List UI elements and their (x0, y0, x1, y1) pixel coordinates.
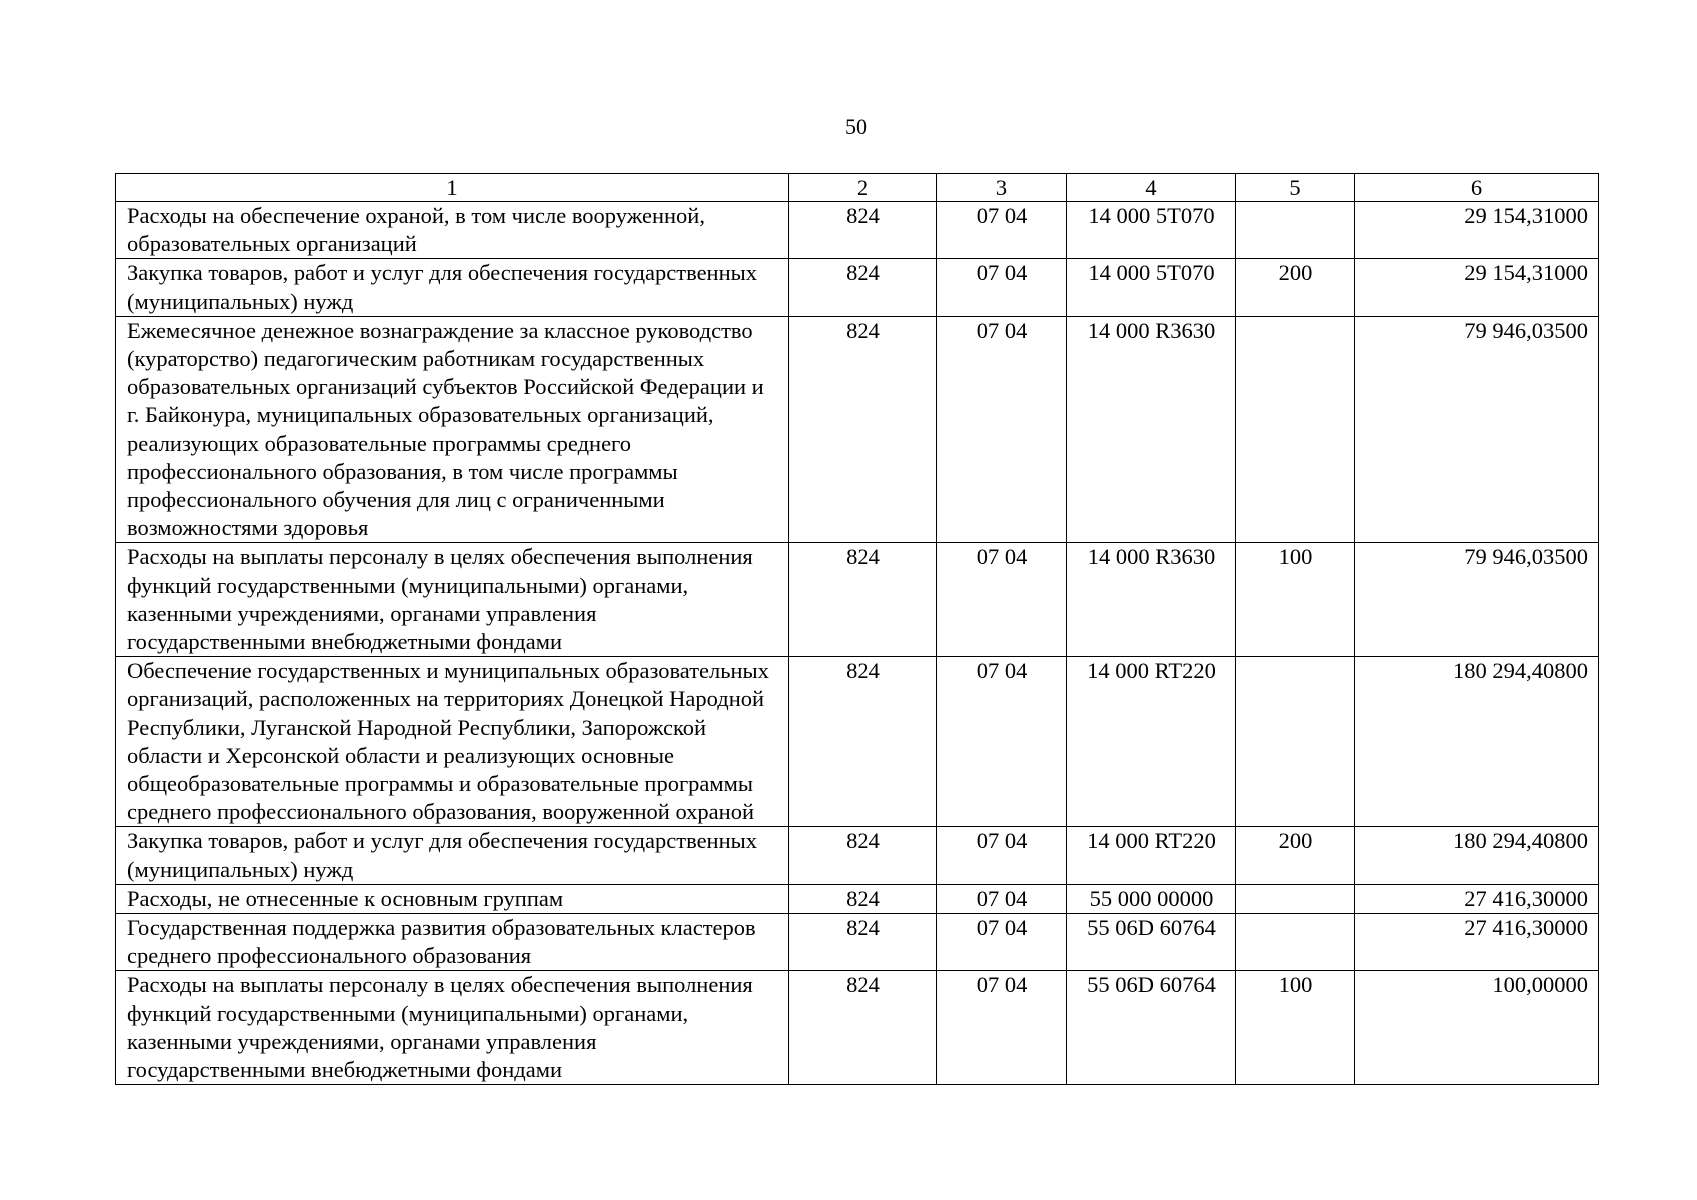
header-cell-3: 3 (937, 174, 1067, 202)
row-type (1236, 316, 1355, 543)
row-target: 14 000 5T070 (1067, 259, 1236, 316)
row-description: Закупка товаров, работ и услуг для обеспечения государственных (муниципальных) нужд (116, 827, 789, 884)
row-type (1236, 914, 1355, 971)
row-description: Ежемесячное денежное вознаграждение за классное руководство (кураторство) педагогическим работникам государственных образовательных организаций субъектов Российской Федерации и г. Байконура, муниципальных образовательных организаций, реализующих образовательные программы среднего профессионального образования, в том числе программы профессионального обучения для лиц с ограниченными возможностями здоровья (116, 316, 789, 543)
row-amount: 29 154,31000 (1355, 259, 1599, 316)
row-amount: 180 294,40800 (1355, 657, 1599, 827)
row-type (1236, 202, 1355, 259)
header-cell-4: 4 (1067, 174, 1236, 202)
row-code: 824 (789, 971, 937, 1085)
row-section: 07 04 (937, 884, 1067, 913)
row-target: 55 000 00000 (1067, 884, 1236, 913)
row-description: Государственная поддержка развития образовательных кластеров среднего профессионального образования (116, 914, 789, 971)
header-cell-2: 2 (789, 174, 937, 202)
header-cell-5: 5 (1236, 174, 1355, 202)
row-amount: 27 416,30000 (1355, 884, 1599, 913)
row-section: 07 04 (937, 543, 1067, 657)
row-code: 824 (789, 827, 937, 884)
row-section: 07 04 (937, 657, 1067, 827)
row-section: 07 04 (937, 202, 1067, 259)
row-amount: 79 946,03500 (1355, 543, 1599, 657)
row-target: 14 000 R3630 (1067, 543, 1236, 657)
table-row (116, 827, 1599, 884)
row-description: Расходы на выплаты персоналу в целях обеспечения выполнения функций государственными (муниципальными) органами, казенными учреждениями, органами управления государственными внебюджетными фондами (116, 971, 789, 1085)
row-type: 200 (1236, 259, 1355, 316)
row-amount: 29 154,31000 (1355, 202, 1599, 259)
row-amount: 100,00000 (1355, 971, 1599, 1085)
row-description: Расходы на обеспечение охраной, в том числе вооруженной, образовательных организаций (116, 202, 789, 259)
row-code: 824 (789, 259, 937, 316)
row-code: 824 (789, 914, 937, 971)
row-target: 55 06D 60764 (1067, 914, 1236, 971)
table-row (116, 543, 1599, 657)
row-code: 824 (789, 657, 937, 827)
header-row (116, 174, 1599, 202)
row-section: 07 04 (937, 914, 1067, 971)
table-row (116, 914, 1599, 971)
table-body (116, 202, 1599, 1085)
row-section: 07 04 (937, 971, 1067, 1085)
row-amount: 180 294,40800 (1355, 827, 1599, 884)
row-section: 07 04 (937, 827, 1067, 884)
table-row (116, 202, 1599, 259)
row-type (1236, 884, 1355, 913)
row-target: 14 000 R3630 (1067, 316, 1236, 543)
row-type: 100 (1236, 971, 1355, 1085)
row-code: 824 (789, 884, 937, 913)
row-code: 824 (789, 543, 937, 657)
page-number: 50 (845, 114, 867, 139)
header-cell-6: 6 (1355, 174, 1599, 202)
row-type (1236, 657, 1355, 827)
table-row (116, 316, 1599, 543)
table-row (116, 884, 1599, 913)
row-description: Обеспечение государственных и муниципальных образовательных организаций, расположенных на территориях Донецкой Народной Республики, Луганской Народной Республики, Запорожской области и Херсонской области и реализующих основные общеобразовательные программы и образовательные программы среднего профессионального образования, вооруженной охраной (116, 657, 789, 827)
row-description: Закупка товаров, работ и услуг для обеспечения государственных (муниципальных) нужд (116, 259, 789, 316)
header-cell-1: 1 (116, 174, 789, 202)
row-code: 824 (789, 316, 937, 543)
row-type: 200 (1236, 827, 1355, 884)
table-row (116, 259, 1599, 316)
row-target: 14 000 RT220 (1067, 657, 1236, 827)
row-code: 824 (789, 202, 937, 259)
row-section: 07 04 (937, 259, 1067, 316)
row-type: 100 (1236, 543, 1355, 657)
row-target: 14 000 5T070 (1067, 202, 1236, 259)
row-description: Расходы, не отнесенные к основным группам (116, 884, 789, 913)
table-row (116, 971, 1599, 1085)
row-description: Расходы на выплаты персоналу в целях обеспечения выполнения функций государственными (муниципальными) органами, казенными учреждениями, органами управления государственными внебюджетными фондами (116, 543, 789, 657)
table-row (116, 657, 1599, 827)
row-amount: 27 416,30000 (1355, 914, 1599, 971)
row-section: 07 04 (937, 316, 1067, 543)
row-amount: 79 946,03500 (1355, 316, 1599, 543)
table-header (116, 174, 1599, 202)
row-target: 55 06D 60764 (1067, 971, 1236, 1085)
budget-table (115, 173, 1599, 1085)
row-target: 14 000 RT220 (1067, 827, 1236, 884)
